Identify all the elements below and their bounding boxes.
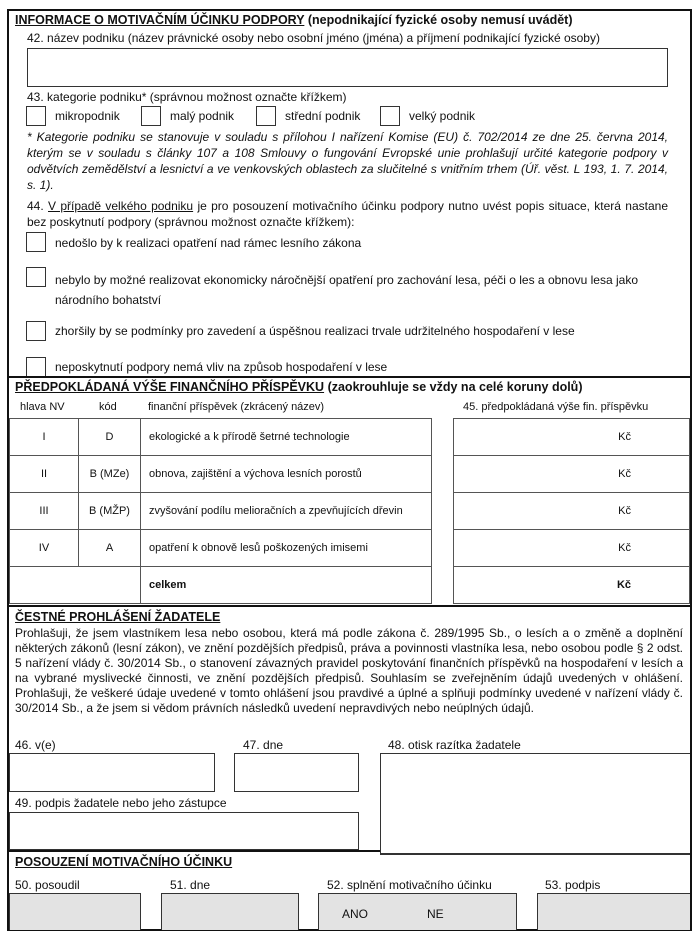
motivation-section-title	[15, 13, 573, 27]
finance-title-note: (zaokrouhluje se vždy na celé koruny dolů)	[327, 380, 583, 394]
amount-row	[454, 456, 690, 493]
field50-label: 50. posoudil	[15, 878, 80, 892]
checkbox-mikropodnik[interactable]	[26, 106, 46, 126]
field47-label: 47. dne	[243, 738, 284, 752]
amount-input-4[interactable]	[454, 530, 690, 567]
field49-label: 49. podpis žadatele nebo jeho zástupce	[15, 796, 227, 810]
amount-table	[453, 418, 690, 604]
declaration-text: Prohlašuji, že jsem vlastníkem lesa nebo osobou, která má podle zákona č. 289/1995 Sb., o lesích a o změně a doplnění některých zákonů (lesní zákon), ve znění pozdějších předpisů, práva a povinnosti vlastníka lesa, nebo osobou podle § 2 odst. 5 nařízení vlády č. 30/2014 Sb., o stanovení závazných pravidel poskytování finančních příspěvků na hospodaření v lesích a na vybrané myslivecké činnosti, ve znění pozdějších předpisů. Souhlasím se zveřejněním údajů uvedených v ohlášení. Prohlašuji, že veškeré údaje uvedené v tomto ohlášení jsou pravdivé a úplné a splňuji podmínky uvedené v nařízení vlády č. 30/2014 Sb., a že jsem si vědom právních následků uvedení nepravdivých nebo neúplných údajů.	[15, 626, 683, 715]
section-divider	[7, 376, 692, 378]
currency-label: Kč	[618, 505, 631, 517]
cell-name: zvyšování podílu melioračních a zpevňujících dřevin	[141, 493, 432, 530]
field53-signature-input[interactable]	[537, 893, 690, 930]
checkbox-situation-4[interactable]	[26, 357, 46, 377]
field42-label: 42. název podniku (název právnické osoby nebo osobní jméno (jména) a příjmení podnikající fyzické osoby)	[27, 31, 600, 45]
field52-fulfillment-field[interactable]	[318, 893, 517, 930]
table-row-total	[10, 567, 432, 604]
header-chapter: hlava NV	[20, 401, 65, 413]
amount-input-1[interactable]	[454, 419, 690, 456]
category-label-stredni-podnik: střední podnik	[285, 109, 361, 123]
assessment-title-text: POSOUZENÍ MOTIVAČNÍHO ÚČINKU	[15, 855, 233, 869]
checkbox-situation-1[interactable]	[26, 232, 46, 252]
cell-name: ekologické a k přírodě šetrné technologie	[141, 419, 432, 456]
cell-chapter: III	[10, 493, 79, 530]
amount-input-3[interactable]	[454, 493, 690, 530]
field51-date-input[interactable]	[161, 893, 299, 930]
header-code: kód	[99, 401, 117, 413]
field48-label: 48. otisk razítka žadatele	[388, 738, 521, 752]
field53-label: 53. podpis	[545, 878, 601, 892]
field44-rest: je pro posouzení motivačního účinku podpory nutno uvést popis situace, která nastane bez poskytnutí podpory (správnou možnost označte křížkem):	[27, 199, 668, 229]
field46-label: 46. v(e)	[15, 738, 56, 752]
cell-chapter: II	[10, 456, 79, 493]
amount-row	[454, 419, 690, 456]
currency-label: Kč	[616, 579, 631, 591]
field42-company-name-input[interactable]	[27, 48, 668, 87]
header-name: finanční příspěvek (zkrácený název)	[148, 401, 325, 413]
cell-code: D	[79, 419, 141, 456]
field50-assessor-input[interactable]	[9, 893, 141, 930]
declaration-section-title	[15, 610, 220, 624]
finance-title-text: PŘEDPOKLÁDANÁ VÝŠE FINANČNÍHO PŘÍSPĚVKU	[15, 380, 325, 394]
field47-date-input[interactable]	[234, 753, 359, 792]
amount-row	[454, 493, 690, 530]
section-divider	[7, 850, 380, 852]
cell-code: B (MŽP)	[79, 493, 141, 530]
amount-row	[454, 530, 690, 567]
finance-table	[9, 418, 432, 604]
cell-chapter: I	[10, 419, 79, 456]
situation-label-1: nedošlo by k realizaci opatření nad rámec lesního zákona	[55, 236, 362, 250]
situation-label-4: neposkytnutí podpory nemá vliv na způsob hospodaření v lese	[55, 360, 388, 374]
field48-stamp-area[interactable]	[380, 753, 690, 855]
assessment-section-title	[15, 855, 232, 869]
field44-underlined: V případě velkého podniku	[48, 199, 194, 213]
cell-empty	[10, 567, 141, 604]
field51-label: 51. dne	[170, 878, 211, 892]
field44-label	[27, 198, 668, 230]
currency-label: Kč	[618, 542, 631, 554]
category-footnote: * Kategorie podniku se stanovuje v souladu s přílohou I nařízení Komise (EU) č. 702/2014 ze dne 25. června 2014, kterým se v souladu s články 107 a 108 Smlouvy o fungování Evropské unie prohlašují určité kategorie podpory v odvětvích zemědělství a lesnictví a ve venkovských oblastech za slučitelné s vnitřním trhem (Úř. věst. L 193, 1. 7. 2014, s. 1).	[27, 130, 668, 192]
amount-total	[454, 567, 690, 604]
table-row	[10, 493, 432, 530]
cell-code: B (MZe)	[79, 456, 141, 493]
table-row	[10, 456, 432, 493]
category-label-maly-podnik: malý podnik	[170, 109, 235, 123]
checkbox-situation-2[interactable]	[26, 267, 46, 287]
field49-signature-area[interactable]	[9, 812, 359, 850]
option-ano[interactable]: ANO	[342, 907, 369, 921]
amount-input-2[interactable]	[454, 456, 690, 493]
field52-label: 52. splnění motivačního účinku	[327, 878, 492, 892]
section-divider	[7, 605, 692, 607]
amount-row-total	[454, 567, 690, 604]
header-amount: 45. předpokládaná výše fin. příspěvku	[463, 401, 649, 413]
cell-name: obnova, zajištění a výchova lesních porostů	[141, 456, 432, 493]
field43-label: 43. kategorie podniku* (správnou možnost označte křížkem)	[27, 90, 347, 104]
checkbox-maly-podnik[interactable]	[141, 106, 161, 126]
motivation-title-text: INFORMACE O MOTIVAČNÍM ÚČINKU PODPORY	[15, 13, 305, 27]
checkbox-situation-3[interactable]	[26, 321, 46, 341]
option-ne[interactable]: NE	[427, 907, 444, 921]
checkbox-velky-podnik[interactable]	[380, 106, 400, 126]
cell-name: opatření k obnově lesů poškozených imisemi	[141, 530, 432, 567]
field46-place-input[interactable]	[9, 753, 215, 792]
situation-label-3: zhoršily by se podmínky pro zavedení a úspěšnou realizaci trvale udržitelného hospodaření v lese	[55, 324, 575, 338]
declaration-title-text: ČESTNÉ PROHLÁŠENÍ ŽADATELE	[15, 610, 221, 624]
checkbox-stredni-podnik[interactable]	[256, 106, 276, 126]
motivation-title-note: (nepodnikající fyzické osoby nemusí uvádět)	[307, 13, 573, 27]
situation-label-2: nebylo by možné realizovat ekonomicky náročnější opatření pro zachování lesa, péči o les a obnovu lesa jako národního bohatství	[55, 273, 639, 307]
cell-chapter: IV	[10, 530, 79, 567]
currency-label: Kč	[618, 468, 631, 480]
finance-section-title	[15, 380, 582, 394]
category-label-mikropodnik: mikropodnik	[55, 109, 120, 123]
cell-code: A	[79, 530, 141, 567]
currency-label: Kč	[618, 431, 631, 443]
table-row	[10, 419, 432, 456]
category-label-velky-podnik: velký podnik	[409, 109, 476, 123]
field44-prefix: 44.	[27, 199, 49, 213]
cell-total-label: celkem	[141, 567, 432, 604]
table-row	[10, 530, 432, 567]
